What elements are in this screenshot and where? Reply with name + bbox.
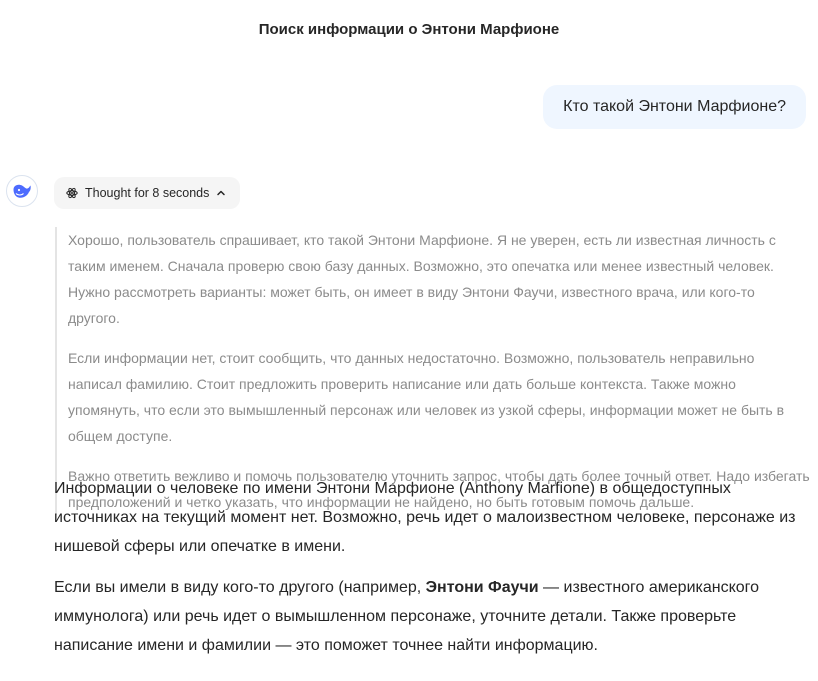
- assistant-answer: [54, 474, 810, 672]
- user-message-text: Кто такой Энтони Марфионе?: [563, 98, 786, 115]
- thought-toggle-label: Thought for 8 seconds: [85, 186, 210, 200]
- thinking-block: [55, 227, 810, 515]
- thinking-paragraph: Если информации нет, стоит сообщить, что данных недостаточно. Возможно, пользователь неправильно написал фамилию. Стоит предложить проверить написание или дать больше контекста. Также можно упомянуть, что если это вымышленный персонаж или человек из узкой сферы, информации может не быть в общем доступе.: [68, 350, 785, 444]
- chevron-up-icon: [216, 188, 226, 198]
- answer-paragraph: [54, 573, 810, 660]
- thinking-paragraph: Важно ответить вежливо и помочь пользователю уточнить запрос, чтобы дать более точный ответ. Надо избегать предположений и четко указать, что информации не найдено, но быть готовым помочь дальше.: [68, 468, 810, 510]
- whale-logo-icon: [12, 182, 32, 200]
- chat-title: Поиск информации о Энтони Марфионе: [258, 21, 560, 38]
- user-message-bubble: [543, 85, 806, 129]
- answer-text: — известного американского иммунолога) или речь идет о вымышленном персонаже, уточните детали. Также проверьте написание имени и фамилии — это поможет точнее найти информацию.: [54, 579, 760, 654]
- thinking-paragraph: Хорошо, пользователь спрашивает, кто такой Энтони Марфионе. Я не уверен, есть ли известная личность с таким именем. Сначала проверю свою базу данных. Возможно, это опечатка или менее известный человек. Нужно рассмотреть варианты: может быть, он имеет в виду Энтони Фаучи, известного врача, или кого-то другого.: [68, 232, 776, 326]
- assistant-avatar: [6, 175, 38, 207]
- atom-icon: [66, 187, 78, 199]
- answer-text: Если вы имели в виду кого-то другого (например,: [54, 579, 426, 596]
- answer-bold-name: Энтони Фаучи: [425, 579, 539, 596]
- answer-paragraph: Информации о человеке по имени Энтони Марфионе (Anthony Marfione) в общедоступных источниках на текущий момент нет. Возможно, речь идет о малоизвестном человеке, персонаже из нишевой сферы или опечатке в имени.: [54, 480, 796, 555]
- thought-toggle-button[interactable]: [54, 177, 240, 209]
